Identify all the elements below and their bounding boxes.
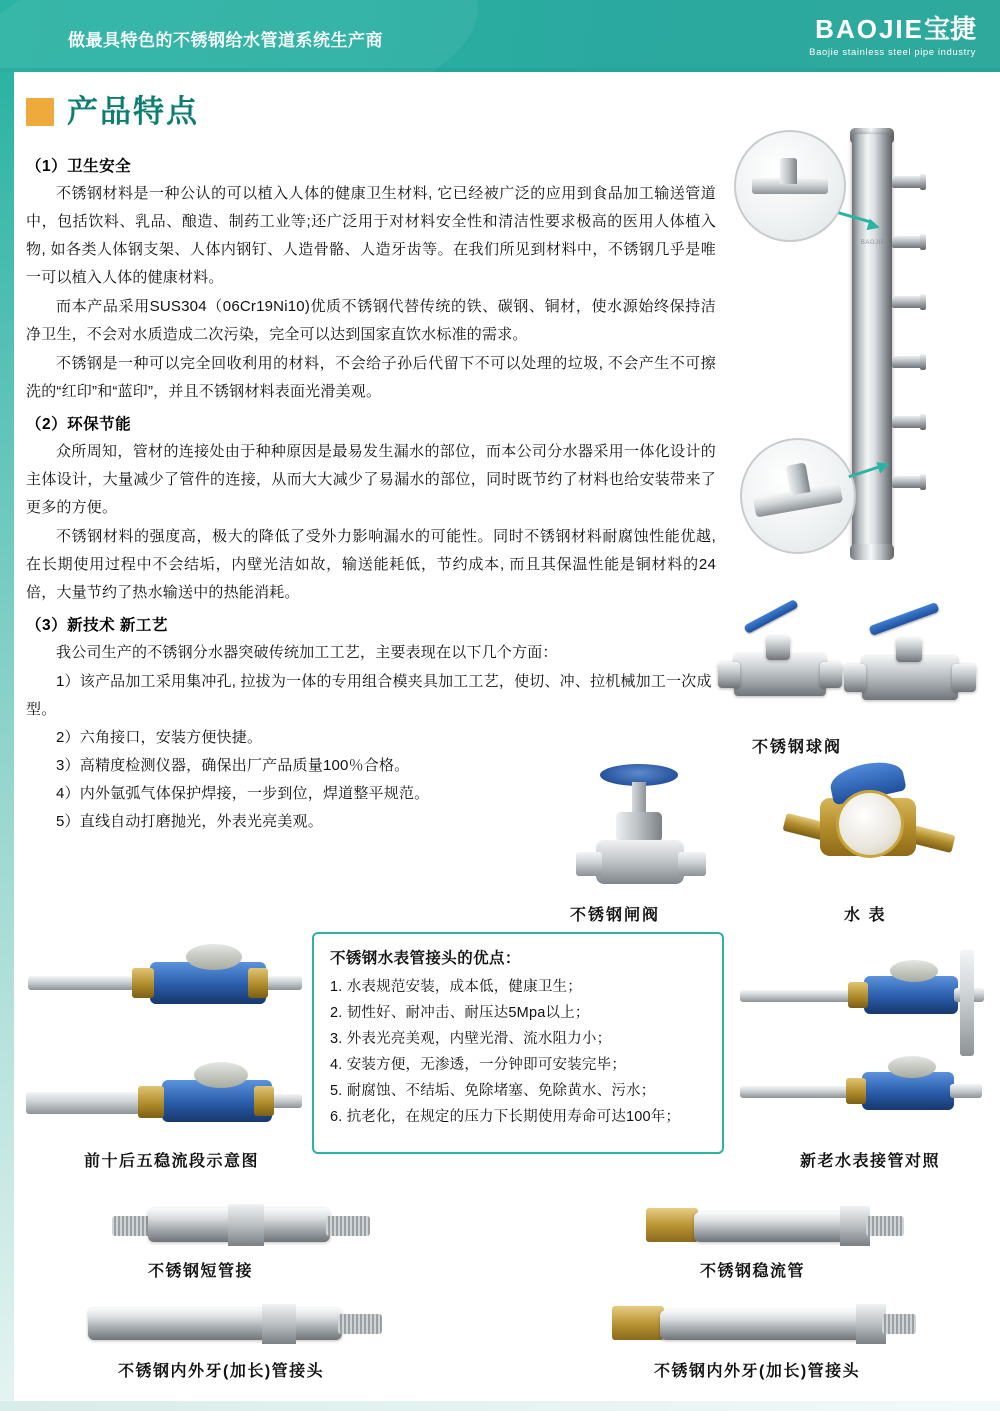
product-pipe-body [694,1212,850,1242]
ball-valve-stem-left [766,636,790,660]
assembly-brass-nut [138,1086,164,1118]
product-short-nipple-photo [112,1196,372,1254]
detail-tee-branch [780,158,797,184]
manifold-bottom-cap [850,544,894,560]
ball-valve-port-right [952,664,976,692]
product-long-nipple-brass-photo [612,1296,912,1352]
ball-valve-caption: 不锈钢球阀 [752,739,843,756]
assembly-stabilizer-pipe [26,1092,140,1114]
advantage-item: 6. 抗老化，在规定的压力下长期使用寿命可达100年； [330,1109,681,1125]
brand-tagline: Baojie stainless steel pipe industry [809,47,976,58]
paragraph-6: 我公司生产的不锈钢分水器突破传统加工工艺，主要表现在以下几个方面： [56,644,558,661]
paragraph-3: 不锈钢是一种可以完全回收利用的材料，不会给子孙后代留下不可以处理的垃圾, 不会产生不可擦洗的“红印”和“蓝印”，并且不锈钢材料表面光滑美观。 [26,355,716,400]
advantage-item: 3. 外表光亮美观，内壁光滑、流水阻力小； [330,1031,612,1047]
gate-valve-bonnet [616,812,662,842]
subheading-eco: （2）环保节能 [26,416,132,433]
product-thread-right [326,1216,370,1236]
page-header [0,0,1000,72]
brand-name-row [809,16,976,42]
manifold-branch [892,296,922,308]
tech-item-3: 3）高精度检测仪器，确保出厂产品质量100％合格。 [56,757,410,774]
title-square-icon [26,98,54,126]
subheading-hygiene: （1）卫生安全 [26,158,132,175]
gate-valve-photo [566,760,726,890]
product-stabilizer-photo [646,1198,904,1256]
manifold-detail-top [734,130,846,242]
advantage-item: 2. 韧性好、耐冲击、耐压达5Mpa以上； [330,1005,590,1021]
advantage-item: 1. 水表规范安装，成本低，健康卫生； [330,979,582,995]
assembly-meter-cap [888,1056,936,1078]
water-meter-caption: 水 表 [844,907,887,924]
manifold-branch [892,476,922,488]
product-thread-left [112,1216,152,1236]
product-hex-flat [228,1204,264,1246]
product-hex-flat [262,1304,296,1344]
ball-valve-handle-left [743,599,798,634]
ball-valve-port-left [718,662,740,688]
ball-valve-photo [716,612,996,722]
water-meter-photo [780,768,980,898]
gate-valve-body [596,840,684,884]
advantages-box [312,932,724,1154]
paragraph-1: 不锈钢材料是一种公认的可以植入人体的健康卫生材料, 它已经被广泛的应用到食品加工输送管道中，包括饮料、乳品、酿造、制药工业等;还广泛用于对材料安全性和清洁性要求极高的医用人体植入物, 如各类人体钢支架、人体内钢钉、人造骨骼、人造牙齿等。在我们所见到材料中，不锈钢几乎是唯一可以植入人体的健康材料。 [26,185,716,286]
product-long-nipple-photo [88,1296,384,1352]
product3-caption: 不锈钢稳流管 [700,1263,806,1280]
assembly-brass-nut [248,968,268,998]
ball-valve-stem-right [896,638,922,662]
meter-assembly-bottom-right [738,1048,988,1128]
manifold-branch [892,356,922,368]
gate-valve-port [576,852,602,876]
paragraph-4: 众所周知，管材的连接处由于种种原因是最易发生漏水的部位，而本公司分水器采用一体化设计的主体设计，大量减少了管件的连接，从而大大减少了易漏水的部位，同时既节约了材料也给安装带来了更多的方便。 [26,443,716,516]
ball-valve-body-left [734,654,826,696]
tech-item-4: 4）内外氩弧气体保护焊接，一步到位，焊道整平规范。 [56,785,430,802]
ball-valve-handle-right [868,602,939,636]
left-edge-bar [0,72,14,1411]
gate-valve-stem [632,782,646,816]
manifold-detail-bottom [740,438,856,554]
gate-valve-port [678,852,706,876]
manifold-branch [892,176,922,188]
gate-valve-caption: 不锈钢闸阀 [570,907,661,924]
paragraph-5: 不锈钢材料的强度高，极大的降低了受外力影响漏水的可能性。同时不锈钢材料耐腐蚀性能优越, 在长期使用过程中不会结垢，内壁光洁如故，输送能耗低，节约成本, 而且其保温性能是铜材料的24倍，大量节约了热水输送中的热能消耗。 [26,528,716,601]
brand-name-en: BAOJIE [815,14,924,44]
advantage-item: 5. 耐腐蚀、不结垢、免除堵塞、免除黄水、污水； [330,1083,656,1099]
subheading-technology: （3）新技术 新工艺 [26,617,168,634]
assembly-meter-cap [186,944,242,970]
assembly-right-caption: 新老水表接管对照 [800,1153,941,1170]
brand-logo [809,16,976,58]
section-title [26,96,199,127]
manifold-branch [892,236,922,248]
tech-item-2: 2）六角接口，安装方便快捷。 [56,729,263,746]
article-body [26,148,716,836]
assembly-outlet-pipe [950,1084,982,1098]
meter-assembly-top-right [738,952,988,1032]
product-brass-nut-left [646,1208,698,1242]
product-pipe-body [88,1308,342,1340]
advantage-item: 4. 安装方便，无渗透，一分钟即可安装完毕； [330,1057,627,1073]
manifold-photo [726,120,988,560]
ball-valve-body-right [862,656,958,700]
product4-caption: 不锈钢内外牙(加长)管接头 [654,1363,861,1380]
product-thread-right [882,1314,916,1334]
manifold-body [852,134,892,552]
assembly-brass-nut [848,982,868,1008]
section-title-label: 产品特点 [67,94,199,129]
brand-name-cn: 宝捷 [923,14,976,44]
product1-caption: 不锈钢短管接 [148,1263,254,1280]
product-brass-nut-left [612,1306,664,1340]
bottom-edge-bar [0,1401,1000,1411]
meter-assembly-top-left [22,942,302,1022]
assembly-brass-nut [132,968,154,998]
manifold-brand-mark: BAOJIE [860,240,886,246]
assembly-brass-nut [254,1086,274,1116]
product2-caption: 不锈钢内外牙(加长)管接头 [118,1363,325,1380]
product-thread-right [338,1314,382,1334]
advantages-title: 不锈钢水表管接头的优点： [330,950,521,967]
product-thread-right [866,1216,904,1236]
assembly-riser-pipe [960,950,974,1056]
paragraph-2: 而本产品采用SUS304（06Cr19Ni10)优质不锈钢代替传统的铁、碳钢、铜材，使水源始终保持洁净卫生，不会对水质造成二次污染，完全可以达到国家直饮水标准的需求。 [26,298,716,343]
assembly-meter-cap [194,1062,248,1088]
ball-valve-port-left [820,662,842,688]
header-slogan: 做最具特色的不锈钢给水管道系统生产商 [68,31,383,50]
assembly-meter-cap [890,960,938,982]
manifold-branch [892,416,922,428]
meter-assembly-bottom-left [22,1058,302,1138]
assembly-left-caption: 前十后五稳流段示意图 [84,1153,260,1170]
ball-valve-port-right [844,664,866,692]
product-pipe-body [660,1310,866,1340]
tech-item-5: 5）直线自动打磨抛光，外表光亮美观。 [56,813,323,830]
tech-item-1: 1）该产品加工采用集冲孔, 拉拔为一体的专用组合模夹具加工工艺，使切、冲、拉机械加工一次成型。 [26,673,712,718]
assembly-brass-nut [846,1078,866,1104]
detail-tee-branch [786,462,811,495]
water-meter-dial [836,790,904,858]
